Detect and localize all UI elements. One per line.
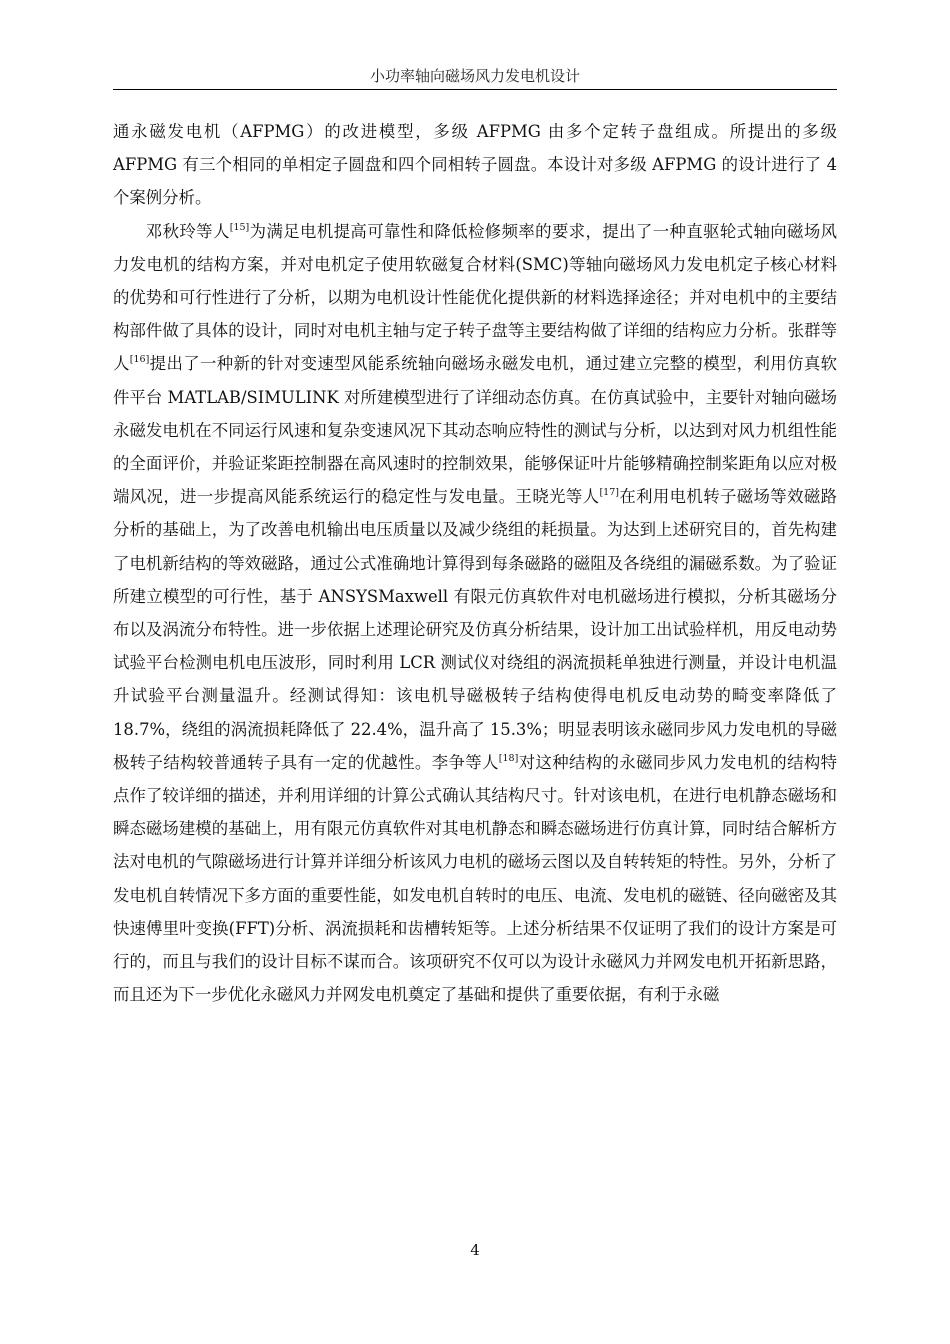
text-run: 对这种结构的永磁同步风力发电机的结构特点作了较详细的描述，并利用详细的计算公式确认其结构尺寸。针对该电机，在进行电机静态磁场和瞬态磁场建模的基础上，用有限元仿真软件对其电机静态和瞬态磁场进行仿真计算，同时结合解析方法对电机的气隙磁场进行计算并详细分析该风力电机的磁场云图以及自转转矩的特性。另外，分析了发电机自转情况下多方面的重要性能，如发电机自转时的电压、电流、发电机的磁链、径向磁密及其快速傅里叶变换(FFT)分析、涡流损耗和齿槽转矩等。上述分析结果不仅证明了我们的设计方案是可行的，而且与我们的设计目标不谋而合。该项研究不仅可以为设计永磁风力并网发电机开拓新思路，而且还为下一步优化永磁风力并网发电机奠定了基础和提供了重要依据，有利于永磁 <box>113 752 838 1005</box>
text-run: 在利用电机转子磁场等效磁路分析的基础上，为了改善电机输出电压质量以及减少绕组的耗损量。为达到上述研究目的，首先构建了电机新结构的等效磁路，通过公式准确地计算得到每条磁路的磁阻及各绕组的漏磁系数。为了验证所建立模型的可行性，基于 ANSYSMaxwell 有限元仿真软件对电机磁场进行模拟，分析其磁场分布以及涡流分布特性。进一步依据上述理论研究及仿真分析结果，设计加工出试验样机，用反电动势试验平台检测电机电压波形，同时利用 LCR 测试仪对绕组的涡流损耗单独进行测量，并设计电机温升试验平台测量温升。经测试得知：该电机导磁极转子结构使得电机反电动势的畸变率降低了 18.7%，绕组的涡流损耗降低了 22.4%，温升高了 15.3%；明显表明该永磁同步风力发电机的导磁极转子结构较普通转子具有一定的优越性。李争等人 <box>113 487 838 772</box>
page-number: 4 <box>470 1241 480 1259</box>
citation-ref-15: [15] <box>229 221 250 233</box>
text-run: 为满足电机提高可靠性和降低检修频率的要求，提出了一种直驱轮式轴向磁场风力发电机的结构方案，并对电机定子使用软磁复合材料(SMC)等轴向磁场风力发电机定子核心材料的优势和可行性进行了分析，以期为电机设计性能优化提供新的材料选择途径；并对电机中的主要结构部件做了具体的设计，同时对电机主轴与定子转子盘等主要结构做了详细的结构应力分析。张群等人 <box>113 221 838 374</box>
paragraph <box>113 215 837 1012</box>
body-text <box>113 115 837 1011</box>
text-run: 通永磁发电机（AFPMG）的改进模型，多级 AFPMG 由多个定转子盘组成。所提出的多级 AFPMG 有三个相同的单相定子圆盘和四个同相转子圆盘。本设计对多级 AFPMG 的设计进行了 4 个案例分析。 <box>113 122 837 208</box>
text-run: 邓秋玲等人 <box>145 221 230 241</box>
paragraph <box>113 115 837 215</box>
citation-ref-16: [16] <box>129 354 150 366</box>
citation-ref-17: [17] <box>599 487 619 499</box>
citation-ref-18: [18] <box>498 752 519 764</box>
text-run: 提出了一种新的针对变速型风能系统轴向磁场永磁发电机，通过建立完整的模型，利用仿真软件平台 MATLAB/SIMULINK 对所建模型进行了详细动态仿真。在仿真试验中，主要针对轴向磁场永磁发电机在不同运行风速和复杂变速风况下其动态响应特性的测试与分析，以达到对风力机组性能的全面评价，并验证桨距控制器在高风速时的控制效果，能够保证叶片能够精确控制桨距角以应对极端风况，进一步提高风能系统运行的稳定性与发电量。王晓光等人 <box>113 354 838 507</box>
running-title: 小功率轴向磁场风力发电机设计 <box>369 67 580 85</box>
running-header <box>113 66 837 90</box>
